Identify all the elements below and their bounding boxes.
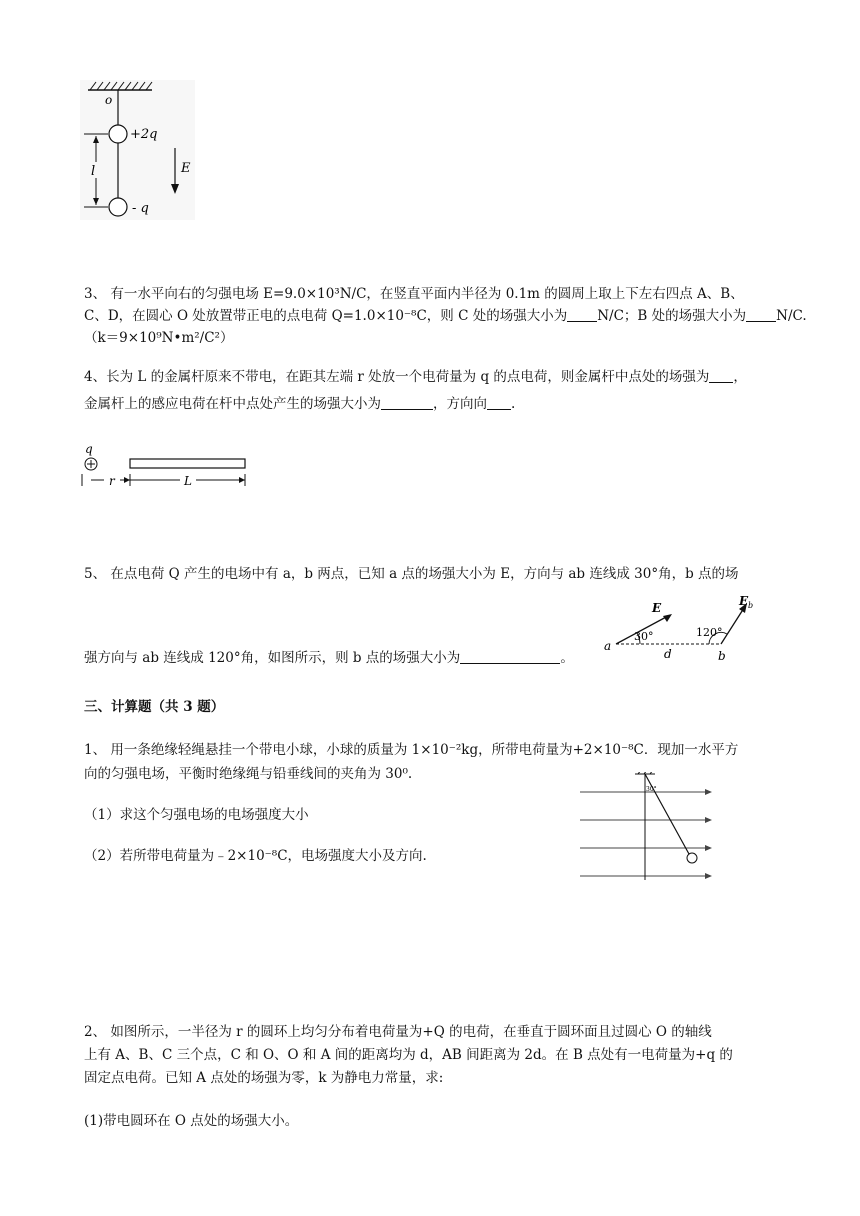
- q4-line2-text-c: .: [511, 396, 516, 412]
- length-l-label: l: [91, 164, 96, 179]
- q3-blank-1: [567, 307, 597, 322]
- figure-charged-rod-pendulum: [80, 80, 195, 220]
- angle-120-label: 120°: [696, 626, 723, 639]
- q4-blank-2: [381, 395, 433, 410]
- figure-field-a-b: [596, 592, 766, 664]
- c2-line2: 上有 A、B、C 三个点，C 和 O、O 和 A 间的距离均为 d，AB 间距离为 2d。在 B 点处有一电荷量为+q 的: [84, 1047, 733, 1063]
- charge-q-label: q: [85, 442, 93, 456]
- distance-r-label: r: [109, 474, 115, 488]
- q4-line2: [84, 394, 515, 414]
- charge-plus-2q-label: +2q: [130, 127, 158, 142]
- q3-line2-text-a: C、D，在圆心 O 处放置带正电的点电荷 Q=1.0×10⁻⁸C，则 C 处的场强大小为: [84, 308, 568, 324]
- distance-d-label: d: [664, 647, 672, 661]
- q3-line1: 3、 有一水平向右的匀强电场 E=9.0×10³N/C，在竖直平面内半径为 0.1m 的圆周上取上下左右四点 A、B、: [84, 286, 744, 302]
- charge-minus-q-label: - q: [132, 201, 149, 216]
- q5-line2-text-b: 。: [560, 650, 574, 666]
- q4-line2-text-b: ，方向向: [433, 396, 487, 412]
- angle-30-label-fig4: 30°: [646, 786, 657, 793]
- q3-line2-text-b: N/C；B 处的场强大小为: [597, 308, 747, 324]
- q3-line3: （k＝9×10⁹N•m²/C²）: [84, 330, 234, 346]
- q4-line1: [84, 367, 747, 387]
- q3-line2: [84, 306, 807, 326]
- point-a-label: a: [604, 639, 612, 653]
- figure-pendulum-in-field: [580, 772, 715, 882]
- q4-line1-text-a: 4、长为 L 的金属杆原来不带电，在距其左端 r 处放一个电荷量为 q 的点电荷，则金属杆中点处的场强为: [84, 369, 710, 385]
- figure-point-charge-and-rod: [80, 440, 255, 492]
- q5-line2: [84, 648, 574, 668]
- q4-blank-1: [709, 368, 733, 383]
- point-b-label: b: [718, 649, 726, 663]
- q4-line2-text-a: 金属杆上的感应电荷在杆中点处产生的场强大小为: [84, 396, 381, 412]
- pivot-label: o: [105, 93, 113, 107]
- section3-title: 三、计算题（共 3 题）: [84, 699, 225, 715]
- c1-line2: 向的匀强电场，平衡时绝缘绳与铅垂线间的夹角为 30⁰.: [84, 766, 413, 782]
- q5-blank-1: [460, 649, 560, 664]
- field-E-at-a-label: E: [652, 601, 662, 615]
- q3-blank-2: [746, 307, 776, 322]
- q4-blank-3: [487, 395, 511, 410]
- c1-line1: 1、 用一条绝缘轻绳悬挂一个带电小球，小球的质量为 1×10⁻²kg，所带电荷量为+2×10⁻⁸C．现加一水平方: [84, 742, 739, 758]
- c2-line1: 2、 如图所示，一半径为 r 的圆环上均匀分布着电荷量为+Q 的电荷，在垂直于圆环面且过圆心 O 的轴线: [84, 1024, 712, 1040]
- c2-line3: 固定点电荷。已知 A 点处的场强为零，k 为静电力常量，求:: [84, 1070, 444, 1086]
- c2-sub1: (1)带电圆环在 O 点处的场强大小。: [84, 1113, 299, 1129]
- c1-sub2: （2）若所带电荷量为﹣2×10⁻⁸C，电场强度大小及方向.: [84, 848, 427, 864]
- field-Eb-subscript: b: [748, 601, 754, 610]
- c1-sub1: （1）求这个匀强电场的电场强度大小: [84, 807, 309, 823]
- field-Eb-label: E: [739, 594, 749, 608]
- q3-line2-text-c: N/C.: [776, 308, 807, 324]
- length-L-label: L: [184, 474, 192, 488]
- q4-line1-text-b: ，: [733, 369, 747, 385]
- angle-30-label: 30°: [634, 630, 654, 643]
- q5-line2-text-a: 强方向与 ab 连线成 120°角，如图所示，则 b 点的场强大小为: [84, 650, 461, 666]
- q5-line1: 5、 在点电荷 Q 产生的电场中有 a，b 两点，已知 a 点的场强大小为 E，方向与 ab 连线成 30°角，b 点的场: [84, 566, 739, 582]
- field-e-label: E: [181, 161, 191, 176]
